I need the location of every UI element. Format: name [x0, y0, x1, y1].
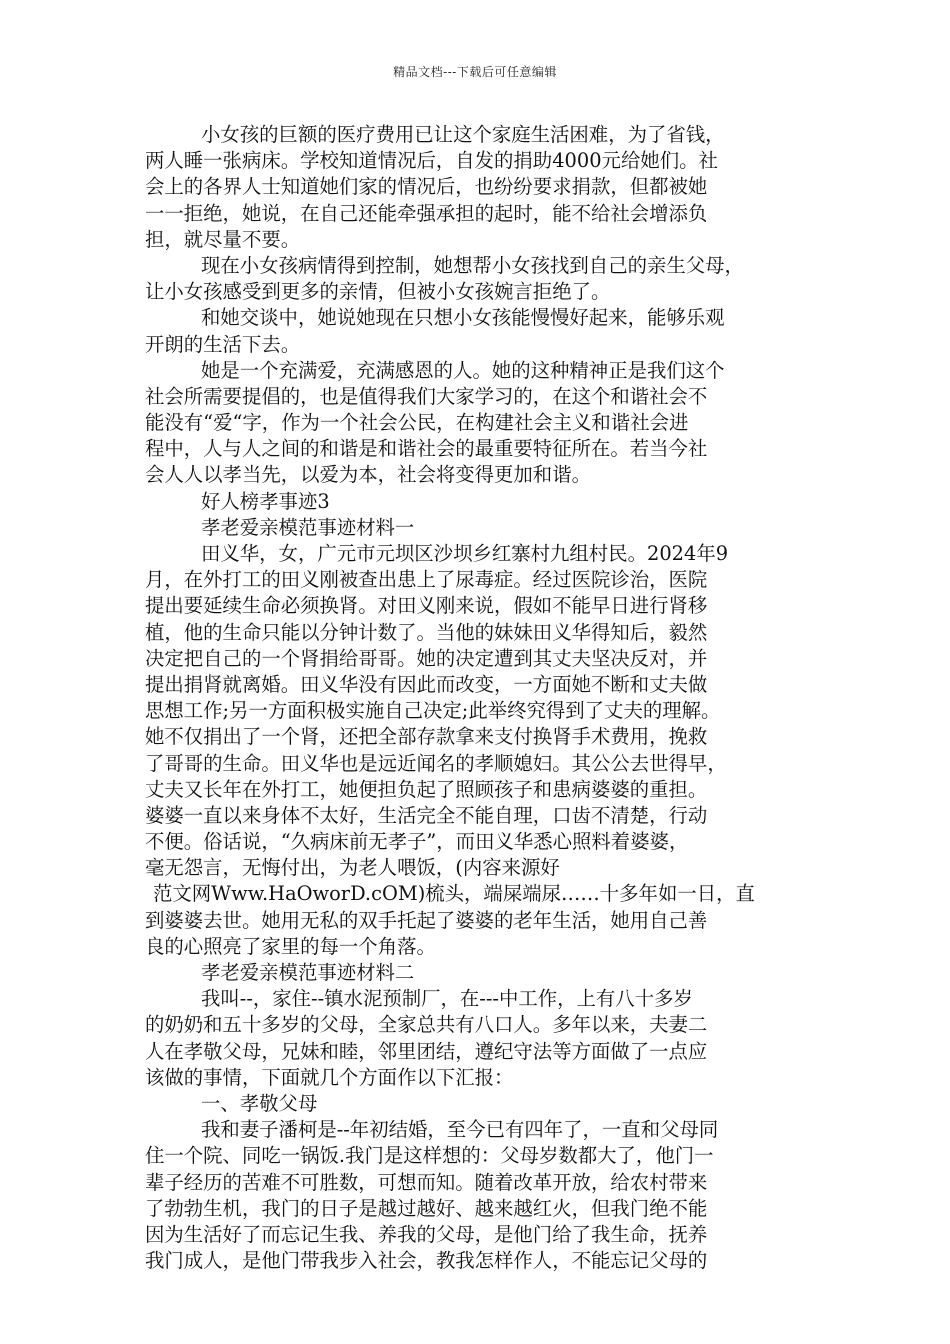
text-line: 人在孝敬父母，兄妹和睦，邻里团结，遵纪守法等方面做了一点应 — [145, 1039, 708, 1063]
text-line: 范文网Www.HaOworD.cOM)梳头，端屎端尿……十多年如一日，直 — [153, 882, 755, 906]
text-line: 该做的事情，下面就几个方面作以下汇报： — [145, 1065, 514, 1089]
text-line: 提出要延续生命必须换肾。对田义刚来说，假如不能早日进行肾移 — [145, 594, 708, 618]
text-line: 一一拒绝，她说，在自己还能牵强承担的起时，能不给社会增添负 — [145, 201, 708, 225]
text-line: 了勃勃生机，我门的日子是越过越好、越来越红火，但我门绝不能 — [145, 1196, 708, 1220]
text-line: 能没有“爱“字，作为一个社会公民，在构建社会主义和谐社会进 — [145, 411, 689, 435]
text-line: 到婆婆去世。她用无私的双手托起了婆婆的老年生活，她用自己善 — [145, 908, 708, 932]
text-line: 开朗的生活下去。 — [145, 332, 301, 356]
text-line: 会人人以孝当先，以爱为本，社会将变得更加和谐。 — [145, 463, 591, 487]
text-line: 田义华，女，广元市元坝区沙坝乡红寨村九组村民。2024年9 — [201, 542, 729, 565]
text-line: 不便。俗话说，“久病床前无孝子”，而田义华悉心照料着婆婆， — [145, 830, 689, 854]
text-line: 好人榜孝事迹3 — [201, 489, 330, 513]
text-line: 住一个院、同吃一锅饭.我门是这样想的：父母岁数都大了，他门一 — [145, 1144, 714, 1168]
text-line: 程中，人与人之间的和谐是和谐社会的最重要特征所在。若当今社 — [145, 437, 708, 461]
text-line: 我门成人，是他门带我步入社会，教我怎样作人，不能忘记父母的 — [145, 1249, 708, 1273]
text-line: 我叫--，家住--镇水泥预制厂，在---中工作，上有八十多岁 — [201, 987, 693, 1011]
text-line: 孝老爱亲模范事迹材料一 — [201, 515, 415, 539]
text-line: 小女孩的巨额的医疗费用已让这个家庭生活困难，为了省钱， — [201, 123, 725, 146]
text-line: 丈夫又长年在外打工，她便担负起了照顾孩子和患病婆婆的重担。 — [145, 777, 708, 801]
text-line: 毫无怨言，无悔付出，为老人喂饭，(内容来源好 — [145, 856, 560, 880]
text-line: 我和妻子潘柯是--年初结婚，至今已有四年了，一直和父母同 — [201, 1118, 719, 1142]
page-header: 精品文档---下载后可任意编辑 — [393, 65, 557, 79]
text-line: 辈子经历的苦难不可胜数，可想而知。随着改革开放，给农村带来 — [145, 1170, 708, 1194]
text-line: 月，在外打工的田义刚被查出患上了尿毒症。经过医院诊治，医院 — [145, 568, 708, 592]
text-line: 两人睡一张病床。学校知道情况后，自发的捐助4000元给她们。社 — [145, 149, 718, 173]
text-line: 现在小女孩病情得到控制，她想帮小女孩找到自己的亲生父母， — [201, 253, 744, 277]
text-line: 良的心照亮了家里的每一个角落。 — [145, 934, 436, 958]
text-line: 的奶奶和五十多岁的父母，全家总共有八口人。多年以来，夫妻二 — [145, 1013, 708, 1037]
text-line: 会上的各界人士知道她们家的情况后，也纷纷要求捐款，但都被她 — [145, 175, 708, 199]
text-line: 她是一个充满爱，充满感恩的人。她的这种精神正是我们这个 — [201, 358, 725, 382]
text-line: 让小女孩感受到更多的亲情，但被小女孩婉言拒绝了。 — [145, 280, 611, 304]
text-line: 思想工作;另一方面积极实施自己决定;此举终究得到了丈夫的理解。 — [145, 699, 721, 723]
text-line: 孝老爱亲模范事迹材料二 — [201, 961, 415, 984]
document-body — [145, 122, 810, 1274]
text-line: 决定把自己的一个肾捐给哥哥。她的决定遭到其丈夫坚决反对，并 — [145, 646, 708, 670]
text-line: 婆婆一直以来身体不太好，生活完全不能自理，口齿不清楚，行动 — [145, 803, 708, 827]
text-line: 植，他的生命只能以分钟计数了。当他的妹妹田义华得知后，毅然 — [145, 620, 708, 644]
text-line: 社会所需要提倡的，也是值得我们大家学习的，在这个和谐社会不 — [145, 384, 708, 408]
text-line: 了哥哥的生命。田义华也是远近闻名的孝顺媳妇。其公公去世得早， — [145, 751, 727, 775]
text-line: 和她交谈中，她说她现在只想小女孩能慢慢好起来，能够乐观 — [201, 306, 725, 330]
text-line: 一、孝敬父母 — [201, 1091, 318, 1115]
text-line: 因为生活好了而忘记生我、养我的父母，是他门给了我生命，抚养 — [145, 1222, 708, 1246]
text-line: 担，就尽量不要。 — [145, 227, 301, 251]
text-line: 她不仅捐出了一个肾，还把全部存款拿来支付换肾手术费用，挽救 — [145, 725, 708, 749]
text-line: 提出捐肾就离婚。田义华没有因此而改变，一方面她不断和丈夫做 — [145, 672, 708, 696]
